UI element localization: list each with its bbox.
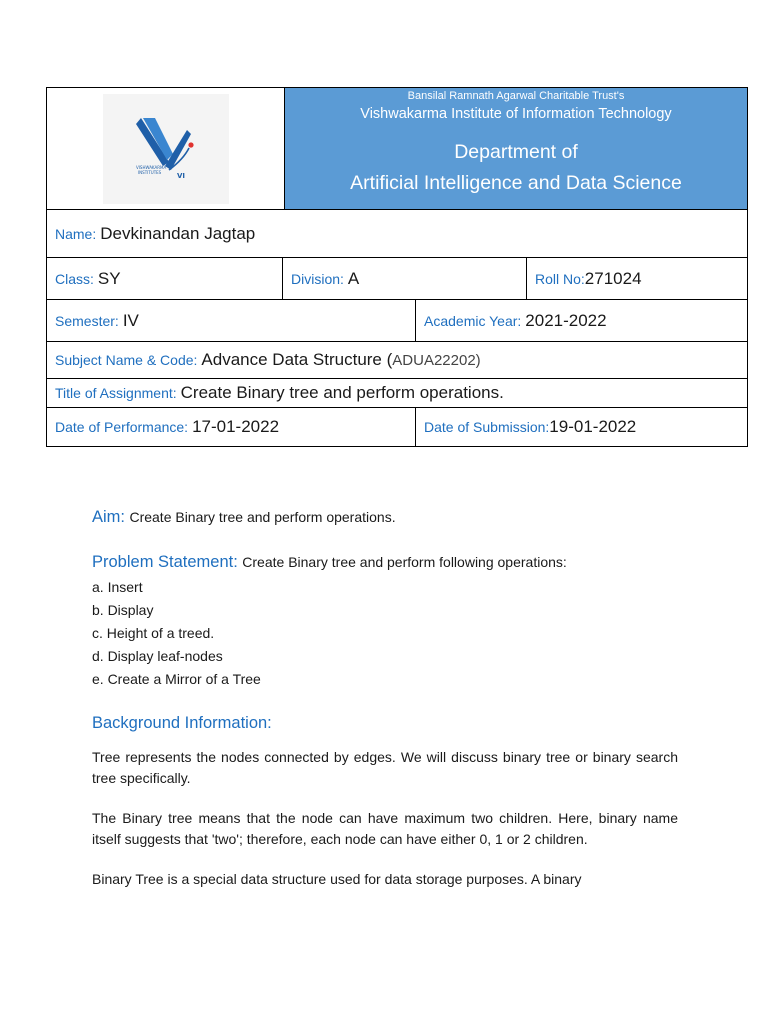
subject-code: ADUA22202)	[392, 351, 481, 369]
subject-row	[47, 342, 748, 379]
logo-mark: VI	[176, 171, 185, 180]
aim-section	[92, 508, 678, 527]
assignment-body	[92, 508, 678, 890]
date-performance-label: Date of Performance:	[55, 419, 189, 435]
trust-name: Bansilal Ramnath Agarwal Charitable Trust's	[407, 90, 625, 102]
background-heading: Background Information:	[92, 714, 272, 732]
list-item: b. Display	[92, 602, 154, 618]
class-row	[47, 258, 748, 300]
academic-year-label: Academic Year:	[424, 312, 522, 329]
semester-label: Semester:	[55, 312, 119, 329]
problem-statement-section	[92, 553, 678, 572]
semester-cell	[47, 300, 416, 341]
date-performance-cell	[47, 408, 416, 446]
institute-name: Vishwakarma Institute of Information Technology	[360, 106, 672, 122]
date-submission-label: Date of Submission:	[424, 419, 550, 435]
class-label: Class:	[55, 270, 94, 287]
institute-banner	[285, 88, 748, 209]
logo-text-line1: VISHWAKARMA	[135, 164, 166, 170]
subject-label: Subject Name & Code:	[55, 352, 198, 368]
class-value: SY	[97, 268, 121, 288]
logo-cell	[47, 88, 285, 209]
roll-no-cell	[527, 258, 748, 299]
list-item: a. Insert	[92, 579, 143, 595]
subject-value: Advance Data Structure (	[201, 350, 393, 369]
assignment-title-label: Title of Assignment:	[55, 385, 177, 401]
academic-year-value: 2021-2022	[525, 310, 607, 330]
aim-heading: Aim:	[92, 508, 125, 526]
aim-text: Create Binary tree and perform operations.	[129, 509, 396, 525]
date-performance-value: 17-01-2022	[192, 417, 280, 436]
date-submission-value: 19-01-2022	[549, 417, 637, 436]
name-label: Name:	[55, 225, 97, 242]
division-label: Division:	[291, 270, 344, 287]
assignment-title-value: Create Binary tree and perform operations.	[180, 383, 504, 402]
institute-banner-row	[47, 88, 748, 210]
operations-list	[92, 576, 678, 691]
list-item: e. Create a Mirror of a Tree	[92, 671, 261, 687]
background-paragraph-3: Binary Tree is a special data structure used for data storage purposes. A binary	[92, 871, 582, 887]
roll-no-label: Roll No:	[535, 270, 585, 287]
logo-text-line2: INSTITUTES	[137, 169, 161, 175]
assignment-header-table	[46, 87, 748, 447]
division-value: A	[347, 268, 360, 288]
name-cell	[47, 210, 748, 257]
background-paragraph-2: The Binary tree means that the node can have maximum two children. Here, binary name itself suggests that 'two'; therefore, each node can have either 0, 1 or 2 children.	[92, 810, 678, 847]
vishwakarma-vi-logo-icon	[103, 94, 229, 204]
list-item: d. Display leaf-nodes	[92, 648, 223, 664]
name-row	[47, 210, 748, 258]
semester-value: IV	[122, 310, 139, 330]
academic-year-cell	[416, 300, 748, 341]
dates-row	[47, 408, 748, 447]
semester-row	[47, 300, 748, 342]
background-paragraph-1: Tree represents the nodes connected by edges. We will discuss binary tree or binary search tree specifically.	[92, 749, 678, 786]
roll-no-value: 271024	[584, 268, 642, 288]
subject-cell	[47, 342, 748, 378]
date-submission-cell	[416, 408, 748, 446]
department-title-line2: Artificial Intelligence and Data Science	[350, 172, 682, 194]
name-value: Devkinandan Jagtap	[100, 223, 256, 243]
problem-statement-heading: Problem Statement:	[92, 553, 238, 571]
problem-statement-text: Create Binary tree and perform following operations:	[242, 554, 567, 570]
division-cell	[283, 258, 527, 299]
department-title-line1: Department of	[454, 141, 578, 163]
class-cell	[47, 258, 283, 299]
list-item: c. Height of a treed.	[92, 625, 215, 641]
assignment-title-cell	[47, 379, 748, 407]
assignment-title-row	[47, 379, 748, 408]
